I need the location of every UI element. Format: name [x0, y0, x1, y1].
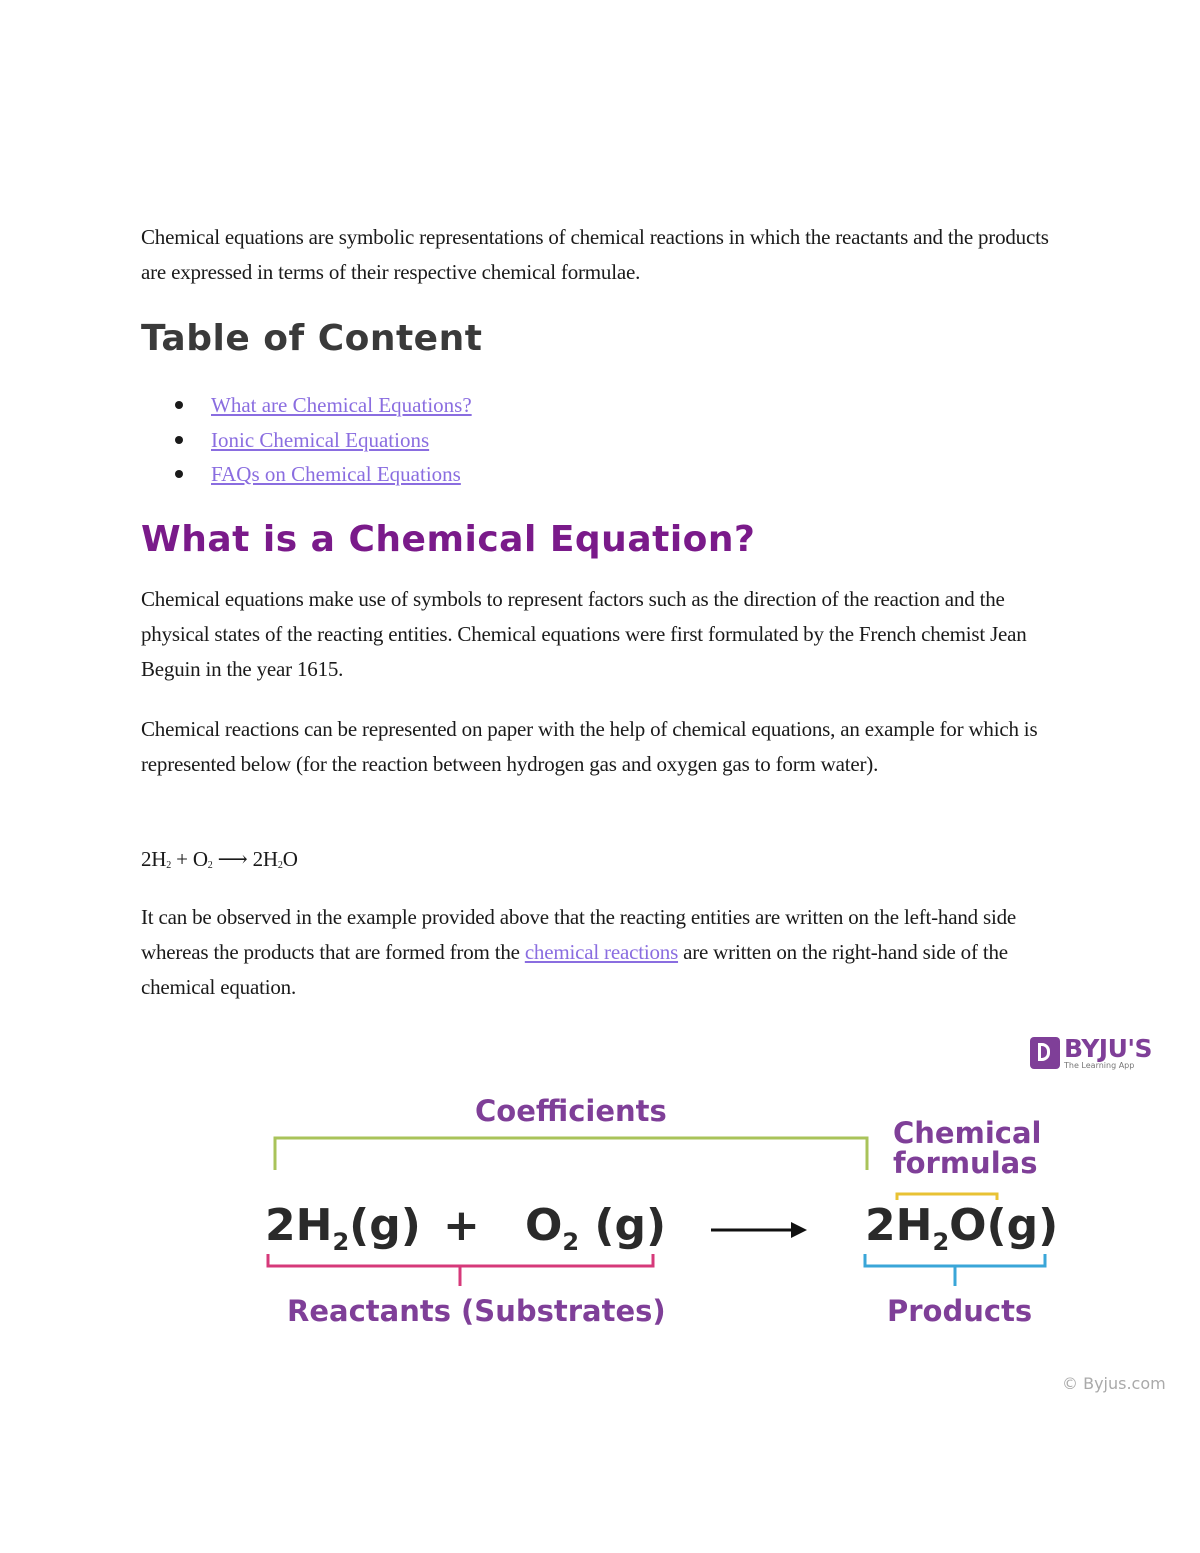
- toc-link-what-are-chemical-equations[interactable]: What are Chemical Equations?: [211, 393, 472, 417]
- intro-paragraph: Chemical equations are symbolic representations of chemical reactions in which the reactants and the products are expressed in terms of their respective chemical formulae.: [141, 225, 1049, 284]
- coefficients-bracket: [275, 1138, 867, 1170]
- reactants-bracket: [268, 1254, 653, 1286]
- formula-hydrogen: $2H_2(g)$: [265, 1200, 421, 1256]
- reactants-label: Reactants (Substrates): [287, 1294, 666, 1328]
- formula-plus: +: [443, 1200, 480, 1251]
- products-bracket: [865, 1254, 1045, 1286]
- logo-name: BYJU'S: [1064, 1034, 1153, 1063]
- formula-oxygen: $O_2$ (g): [525, 1200, 667, 1256]
- toc-item: [141, 423, 472, 458]
- logo-tagline: The Learning App: [1064, 1061, 1135, 1070]
- copyright-text: © Byjus.com: [1062, 1374, 1166, 1393]
- paragraph-explanation: It can be observed in the example provided above that the reacting entities are written on the left-hand side whereas the products that are formed from the chemical reactions are written on the right-hand side of the chemical equation.: [141, 905, 1017, 999]
- example-equation: $2H_2 + O_2$ ⟶ $2H_2O$: [141, 847, 298, 871]
- bullet-icon: [175, 436, 183, 444]
- section-heading: What is a Chemical Equation?: [141, 519, 756, 560]
- toc-item: [141, 457, 472, 492]
- toc-link-ionic-chemical-equations[interactable]: Ionic Chemical Equations: [211, 427, 430, 452]
- chemical-reactions-link[interactable]: chemical reactions: [524, 940, 679, 964]
- bullet-icon: [175, 470, 183, 478]
- coefficients-label: Coefficients: [475, 1094, 667, 1128]
- bullet-icon: [175, 401, 183, 409]
- reaction-arrow-icon: [711, 1222, 807, 1238]
- toc-item: [141, 388, 472, 423]
- toc-heading: Table of Content: [141, 318, 483, 359]
- chemical-equation-figure: [255, 1028, 1175, 1408]
- paragraph-example-intro: Chemical reactions can be represented on paper with the help of chemical equations, an example for which is represented below (for the reaction between hydrogen gas and oxygen gas to form water).: [141, 717, 1038, 776]
- products-label: Products: [887, 1294, 1033, 1328]
- formula-water: $2H_2O(g)$: [865, 1200, 1059, 1256]
- chemical-formulas-label: Chemical formulas: [893, 1116, 1042, 1181]
- toc-list: [141, 388, 472, 492]
- toc-link-faqs[interactable]: FAQs on Chemical Equations: [211, 462, 461, 486]
- paragraph-definition: Chemical equations make use of symbols to represent factors such as the direction of the reaction and the physical states of the reacting entities. Chemical equations were first formulated by the French chemist Jean Beguin in the year 1615.: [141, 587, 1027, 681]
